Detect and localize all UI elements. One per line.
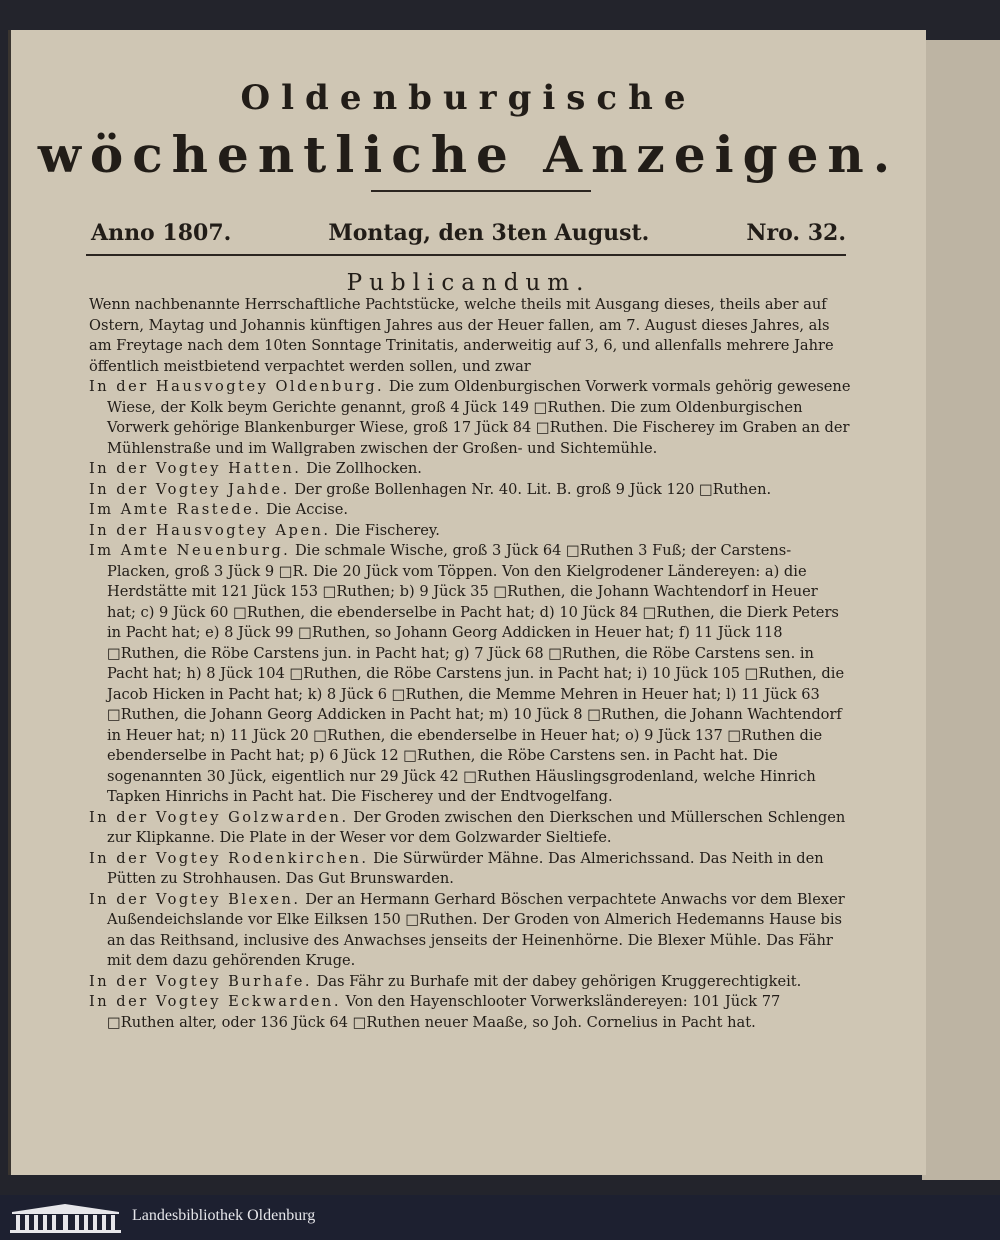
intro-paragraph: Wenn nachbenannte Herrschaftliche Pachtstücke, welche theils mit Ausgang dieses, theils aber auf Ostern, Maytag und Johannis künftigen Jahres aus der Heuer fallen, am 7. August dieses Jahres, als am Freytage nach dem 10ten Sonntage Trinitatis, anderweitig auf 3, 6, und allenfalls mehrere Jahre öffentlich meistbietend verpachtet werden sollen, und zwar <box>89 296 834 375</box>
dateline <box>91 220 846 246</box>
entry-place: In der Vogtey Hatten. <box>89 460 302 477</box>
entry-text: Der große Bollenhagen Nr. 40. Lit. B. groß 9 Jück 120 □Ruthen. <box>294 480 772 498</box>
entry-text: Die Sürwürder Mähne. Das Almerichssand. Das Neith in den Pütten zu Strohhausen. Das Gut Brunswarden. <box>107 849 824 887</box>
page-edges <box>922 40 1000 1180</box>
entry-text: Die Accise. <box>266 501 349 518</box>
section-heading: Publicandum. <box>346 270 591 296</box>
entry-place: Im Amte Neuenburg. <box>89 542 291 559</box>
institution-name[interactable]: Landesbibliothek Oldenburg <box>132 1207 316 1224</box>
entry <box>89 521 851 542</box>
dateline-divider <box>86 254 846 256</box>
entry-text: Die Fischerey. <box>335 521 440 539</box>
dateline-number: Nro. 32. <box>746 220 846 246</box>
entry-text: Der an Hermann Gerhard Böschen verpachtete Anwachs vor dem Blexer Außendeichslande vor Elke Eilksen 150 □Ruthen. Der Groden von Almerich Hedemanns Hause bis an das Reithsand, inclusive des Anwachses jenseits der Heinenhörne. Die Blexer Mühle. Das Fähr mit dem dazu gehörenden Kruge. <box>107 890 845 969</box>
entry-place: In der Hausvogtey Apen. <box>89 521 331 539</box>
dateline-anno: Anno 1807. <box>91 220 232 246</box>
entry-place: In der Vogtey Blexen. <box>89 890 301 908</box>
entry <box>89 480 851 501</box>
masthead-line-2: wöchentliche Anzeigen. <box>37 125 900 184</box>
entry <box>89 808 851 849</box>
entry-text: Die schmale Wische, groß 3 Jück 64 □Ruthen 3 Fuß; der Carstens-Placken, groß 3 Jück 9 □R. Die 20 Jück vom Töppen. Von den Kielgrodener Ländereyen: a) die Herdstätte mit 121 Jück 153 □Ruthen; b) 9 Jück 35 □Ruthen, die Johann Wachtendorf in Heuer hat; c) 9 Jück 60 □Ruthen, die ebenderselbe in Pacht hat; d) 10 Jück 84 □Ruthen, die Dierk Peters in Pacht hat; e) 8 Jück 99 □Ruthen, so Johann Georg Addicken in Heuer hat; f) 11 Jück 118 □Ruthen, die Röbe Carstens jun. in Pacht hat; g) 7 Jück 68 □Ruthen, die Röbe Carstens sen. in Pacht hat; h) 8 Jück 104 □Ruthen, die Röbe Carstens jun. in Pacht hat; i) 10 Jück 105 □Ruthen, die Jacob Hicken in Pacht hat; k) 8 Jück 6 □Ruthen, die Memme Mehren in Heuer hat; l) 11 Jück 63 □Ruthen, die Johann Georg Addicken in Pacht hat; m) 10 Jück 8 □Ruthen, die Johann Wachtendorf in Heuer hat; n) 11 Jück 20 □Ruthen, die ebenderselbe in Heuer hat; o) 9 Jück 137 □Ruthen die ebenderselbe in Pacht hat; p) 6 Jück 12 □Ruthen, die Röbe Carstens sen. in Pacht hat. Die sogenannten 30 Jück, eigentlich nur 29 Jück 42 □Ruthen Häuslingsgrodenland, welche Hinrich Tapken Hinrichs in Pacht hat. Die Fischerey und der Endtvogelfang. <box>107 542 845 805</box>
entry-text: Der Groden zwischen den Dierkschen und Müllerschen Schlengen zur Klipkanne. Die Plate in der Weser vor dem Golzwarder Sieltiefe. <box>107 808 846 846</box>
masthead-line-1: Oldenburgische <box>240 78 697 118</box>
entry <box>89 500 851 521</box>
entry <box>89 972 851 993</box>
entry <box>89 541 851 808</box>
entry-place: In der Vogtey Burhafe. <box>89 972 312 990</box>
entry <box>89 849 851 890</box>
library-building-icon <box>8 1202 123 1234</box>
entry <box>89 377 851 459</box>
article-body <box>89 295 851 1033</box>
entry-place: In der Vogtey Jahde. <box>89 480 290 498</box>
entry-text: Das Fähr zu Burhafe mit der dabey gehörigen Kruggerechtigkeit. <box>316 972 802 990</box>
masthead-divider <box>371 190 591 192</box>
entry-place: In der Vogtey Rodenkirchen. <box>89 849 369 867</box>
entry <box>89 890 851 972</box>
entry-place: In der Vogtey Golzwarden. <box>89 808 349 826</box>
entry <box>89 459 851 480</box>
entry <box>89 992 851 1033</box>
entry-text: Die Zollhocken. <box>306 460 422 477</box>
entry-text: Von den Hayenschlooter Vorwerksländereyen: 101 Jück 77 □Ruthen alter, oder 136 Jück 64 □Ruthen neuer Maaße, so Joh. Cornelius in Pacht hat. <box>107 993 781 1031</box>
newspaper-page <box>8 30 926 1175</box>
entry-place: In der Hausvogtey Oldenburg. <box>89 378 385 395</box>
entry-place: Im Amte Rastede. <box>89 501 262 518</box>
footer-bar <box>0 1195 1000 1240</box>
dateline-date: Montag, den 3ten August. <box>328 220 650 246</box>
entry-text: Die zum Oldenburgischen Vorwerk vormals gehörig gewesene Wiese, der Kolk beym Gerichte genannt, groß 4 Jück 149 □Ruthen. Die zum Oldenburgischen Vorwerk gehörige Blankenburger Wiese, groß 17 Jück 84 □Ruthen. Die Fischerey im Graben an der Mühlenstraße und im Wallgraben zwischen der Großen- und Sichtemühle. <box>107 378 851 457</box>
entry-place: In der Vogtey Eckwarden. <box>89 993 341 1010</box>
